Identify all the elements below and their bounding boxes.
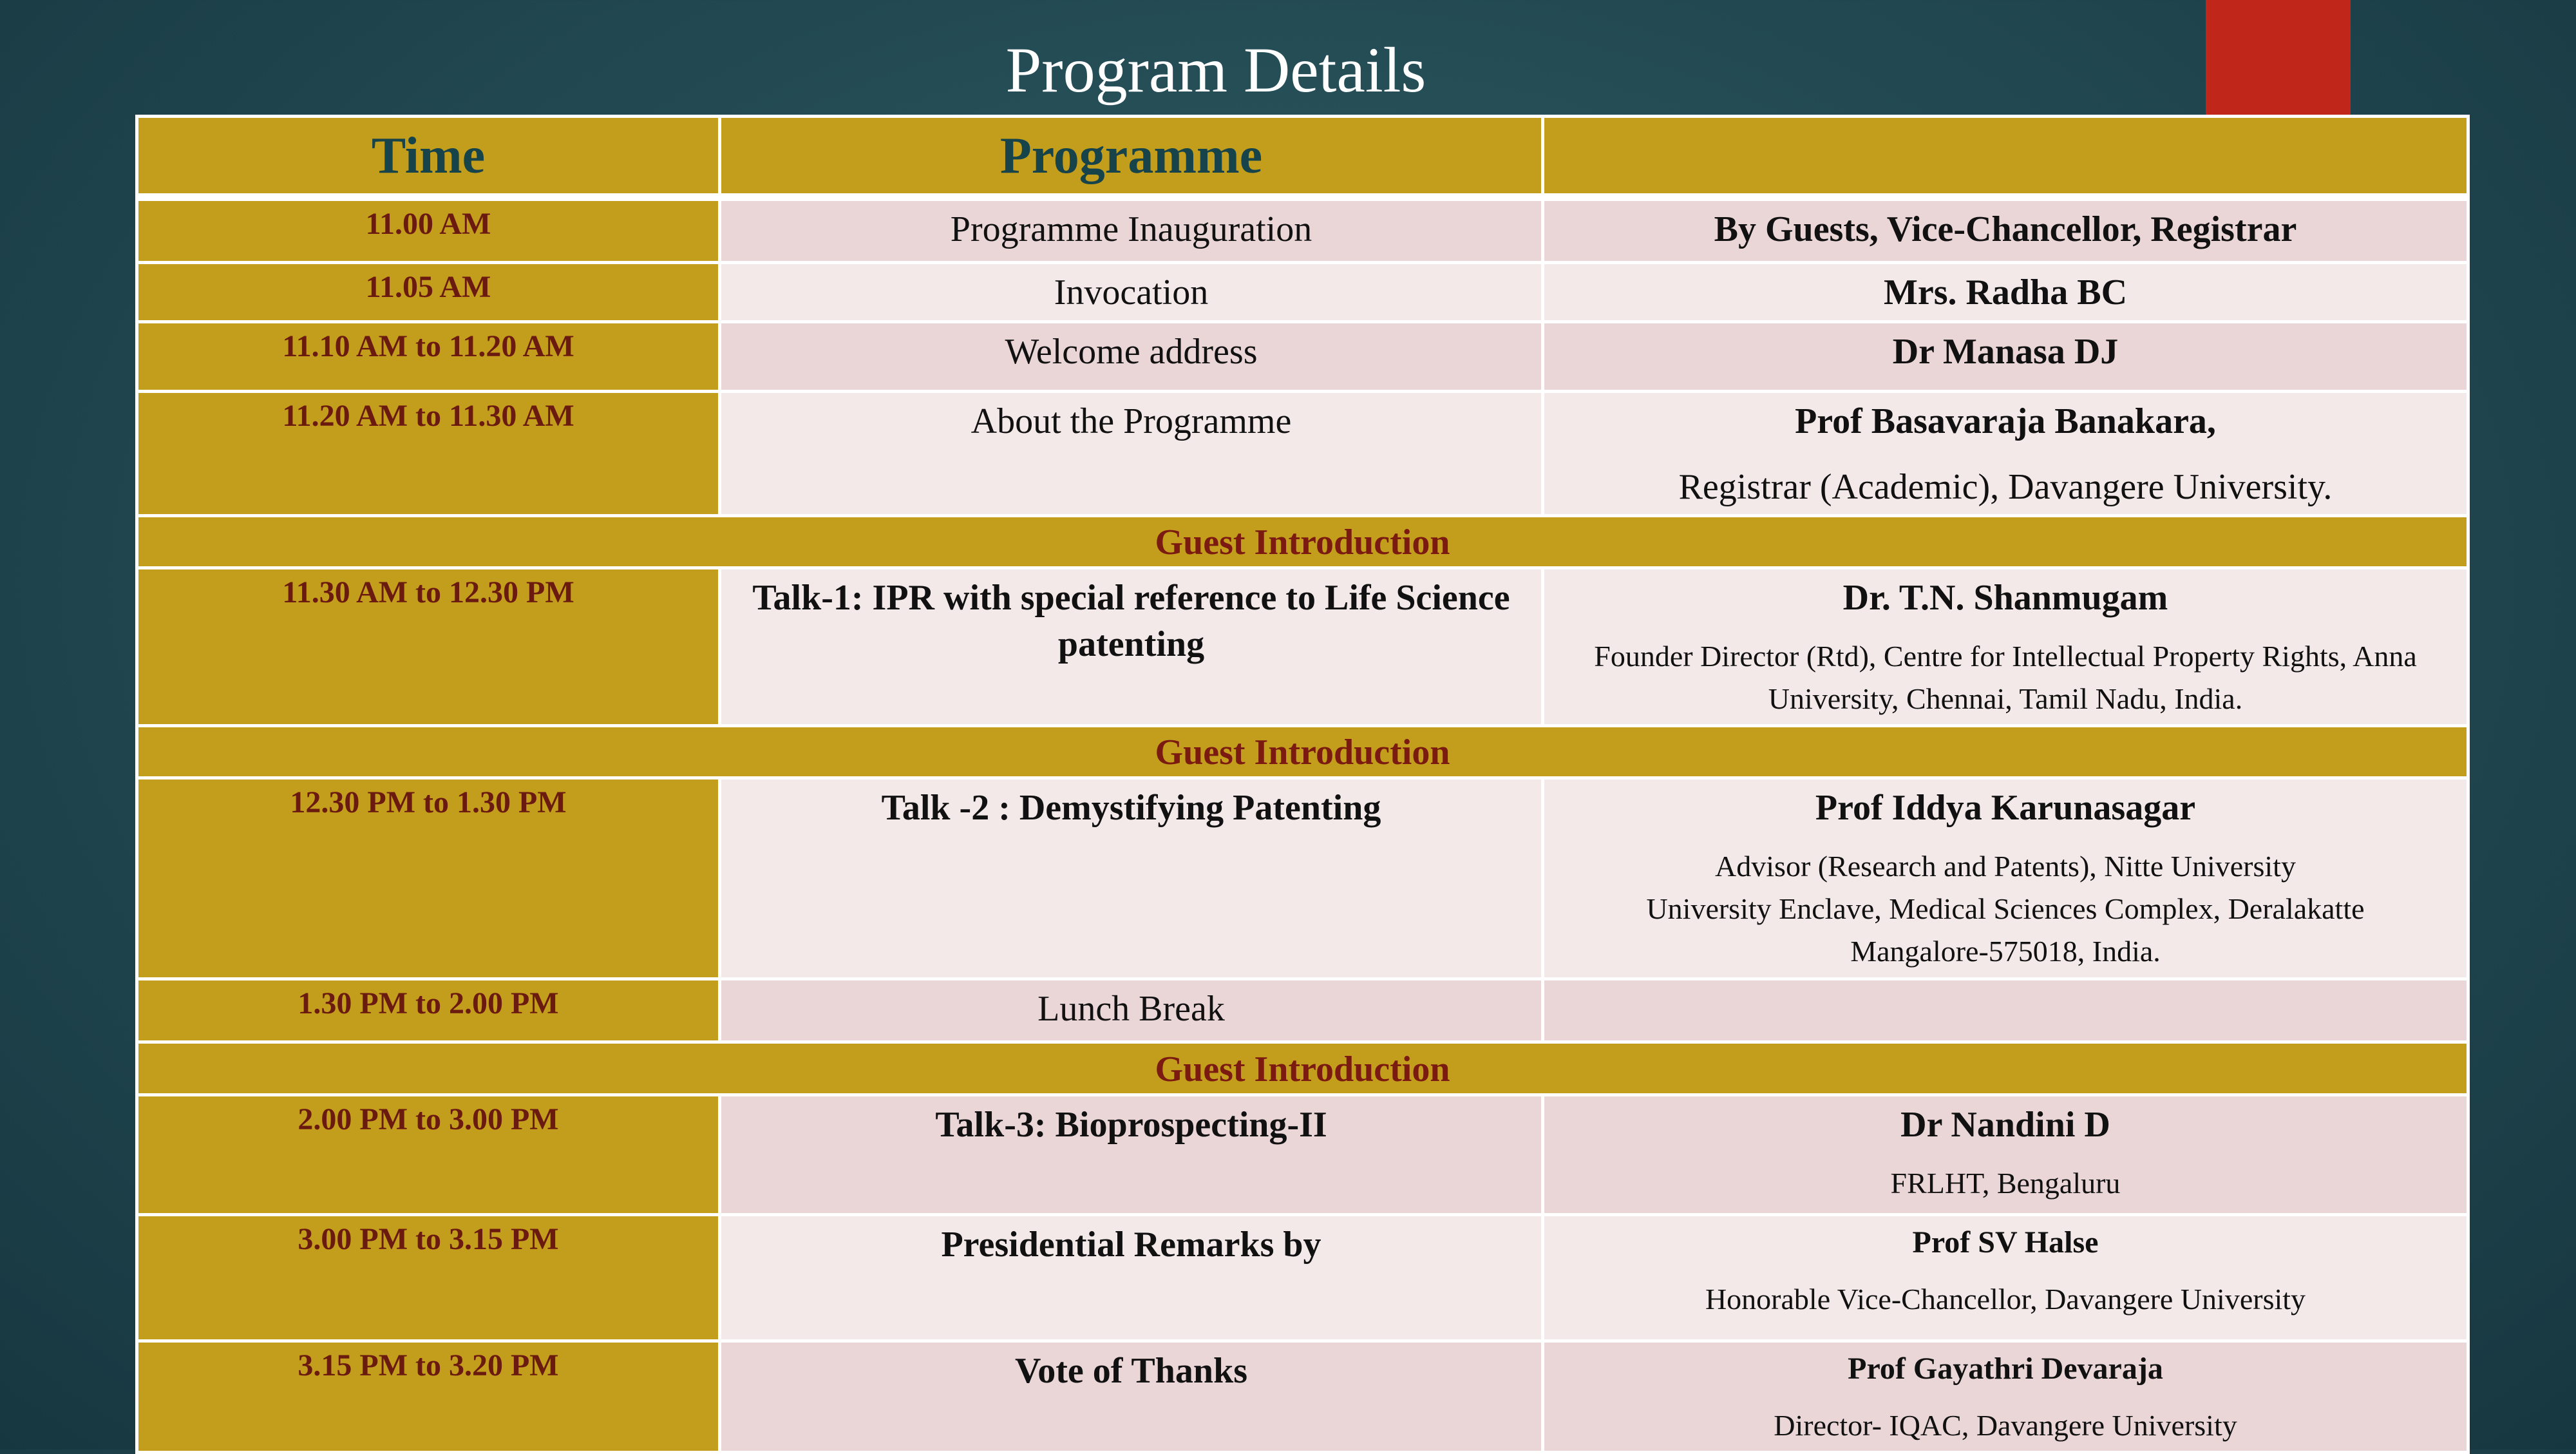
programme-cell: Talk-3: Bioprospecting-II xyxy=(720,1095,1543,1215)
affiliation-line: University Enclave, Medical Sciences Complex, Deralakatte xyxy=(1646,892,2365,925)
programme-cell: Talk-1: IPR with special reference to Life Science patenting xyxy=(720,568,1543,726)
time-cell: 3.00 PM to 3.15 PM xyxy=(137,1215,720,1341)
speaker-cell xyxy=(1543,979,2468,1042)
table-row xyxy=(137,568,2468,726)
guest-introduction-label: Guest Introduction xyxy=(137,516,2468,568)
program-table xyxy=(135,115,2470,1454)
header-programme: Programme xyxy=(720,117,1543,197)
speaker-affiliation: Founder Director (Rtd), Centre for Intellectual Property Rights, Anna University, Chennai, Tamil Nadu, India. xyxy=(1594,640,2417,715)
programme-cell: Presidential Remarks by xyxy=(720,1215,1543,1341)
time-cell: 12.30 PM to 1.30 PM xyxy=(137,778,720,979)
table-row xyxy=(137,392,2468,516)
programme-cell: Welcome address xyxy=(720,322,1543,392)
speaker-cell: Dr Manasa DJ xyxy=(1543,322,2468,392)
speaker-affiliation: Honorable Vice-Chancellor, Davangere University xyxy=(1705,1283,2306,1315)
speaker-name: Prof Gayathri Devaraja xyxy=(1848,1352,2163,1386)
time-cell: 11.10 AM to 11.20 AM xyxy=(137,322,720,392)
programme-cell: Invocation xyxy=(720,263,1543,322)
speaker-cell xyxy=(1543,1095,2468,1215)
table-row xyxy=(137,979,2468,1042)
guest-introduction-row xyxy=(137,516,2468,568)
time-cell: 11.20 AM to 11.30 AM xyxy=(137,392,720,516)
guest-introduction-row xyxy=(137,726,2468,778)
speaker-cell xyxy=(1543,1341,2468,1453)
speaker-name: Prof Iddya Karunasagar xyxy=(1815,788,2196,828)
programme-cell: Vote of Thanks xyxy=(720,1341,1543,1453)
table-row xyxy=(137,1215,2468,1341)
programme-cell: Programme Inauguration xyxy=(720,197,1543,263)
speaker-affiliation: Director- IQAC, Davangere University xyxy=(1774,1409,2237,1442)
table-row xyxy=(137,1341,2468,1453)
speaker-affiliation xyxy=(1553,845,2458,973)
speaker-cell xyxy=(1543,568,2468,726)
speaker-name: Prof SV Halse xyxy=(1912,1225,2099,1259)
guest-introduction-label: Guest Introduction xyxy=(137,1042,2468,1095)
speaker-affiliation: Registrar (Academic), Davangere University. xyxy=(1678,467,2333,507)
speaker-cell xyxy=(1543,1215,2468,1341)
time-cell: 11.05 AM xyxy=(137,263,720,322)
affiliation-line: Mangalore-575018, India. xyxy=(1850,935,2161,968)
speaker-name: Prof Basavaraja Banakara, xyxy=(1795,401,2216,441)
table-row xyxy=(137,263,2468,322)
programme-cell: Lunch Break xyxy=(720,979,1543,1042)
time-cell: 3.15 PM to 3.20 PM xyxy=(137,1341,720,1453)
table-row xyxy=(137,1095,2468,1215)
time-cell: 11.00 AM xyxy=(137,197,720,263)
table-row xyxy=(137,197,2468,263)
speaker-name: Dr. T.N. Shanmugam xyxy=(1842,578,2168,618)
table-row xyxy=(137,322,2468,392)
guest-introduction-row xyxy=(137,1042,2468,1095)
speaker-cell: Mrs. Radha BC xyxy=(1543,263,2468,322)
speaker-affiliation: FRLHT, Bengaluru xyxy=(1890,1167,2121,1200)
slide-title: Program Details xyxy=(1005,34,1426,106)
speaker-cell: By Guests, Vice-Chancellor, Registrar xyxy=(1543,197,2468,263)
time-cell: 11.30 AM to 12.30 PM xyxy=(137,568,720,726)
speaker-cell xyxy=(1543,778,2468,979)
time-cell: 2.00 PM to 3.00 PM xyxy=(137,1095,720,1215)
time-cell: 1.30 PM to 2.00 PM xyxy=(137,979,720,1042)
speaker-cell xyxy=(1543,392,2468,516)
programme-cell: About the Programme xyxy=(720,392,1543,516)
table-header-row xyxy=(137,117,2468,197)
header-speaker xyxy=(1543,117,2468,197)
header-time: Time xyxy=(137,117,720,197)
guest-introduction-label: Guest Introduction xyxy=(137,726,2468,778)
table-row xyxy=(137,778,2468,979)
speaker-name: Dr Nandini D xyxy=(1900,1105,2110,1145)
affiliation-line: Advisor (Research and Patents), Nitte University xyxy=(1715,850,2296,883)
programme-cell: Talk -2 : Demystifying Patenting xyxy=(720,778,1543,979)
